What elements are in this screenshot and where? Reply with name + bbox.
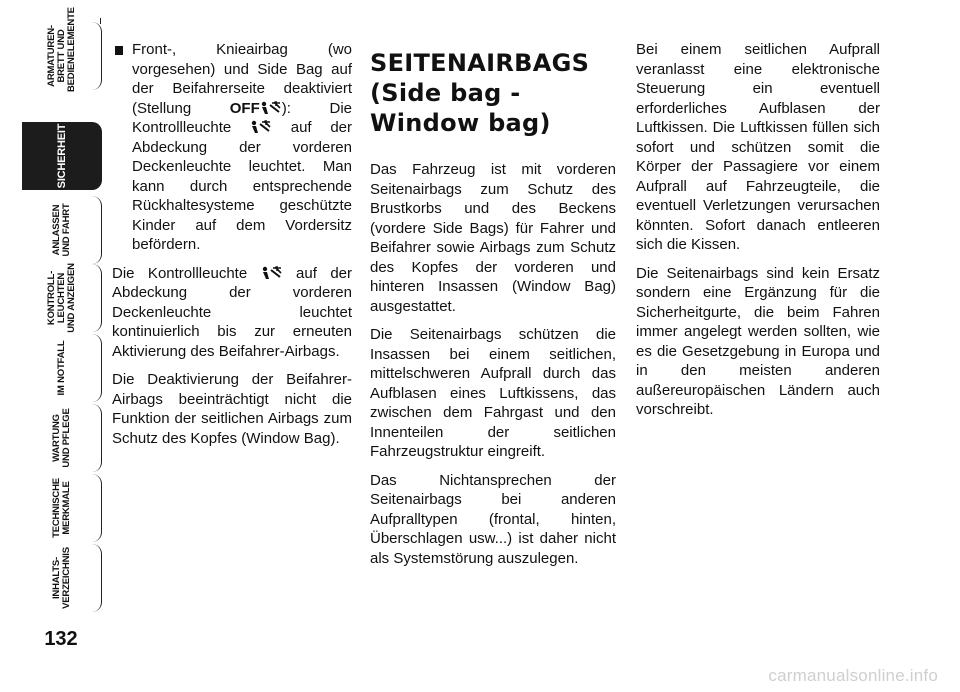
tab-wartung[interactable] [22,404,102,472]
watermark: carmanualsonline.info [768,666,938,685]
paragraph: Bei einem seitlichen Aufprall veranlasst eine elektronische Steuerung ein eventuell erforderliches Aufblasen der Luftkissen. Die Luftkissen füllen sich sofort und schützen somit die Körper der Passagiere vor einem Aufprall auf Fahrzeugteile, die eventuell Verletzungen verursachen könnten. Sofort danach entleeren sich die Kissen. [636,41,880,253]
list-item [112,40,352,255]
airbag-off-icon [261,266,283,280]
section-heading [370,48,616,138]
tab-label: INHALTS- VERZEICHNIS [50,547,72,609]
tab-im-notfall[interactable] [22,334,102,402]
off-label: OFF [229,99,260,117]
tab-armaturenbrett[interactable] [22,7,102,92]
tab-anlassen[interactable] [22,196,102,264]
heading-line: SEITENAIRBAGS [370,49,590,77]
tab-label: ANLASSEN UND FAHRT [50,203,72,257]
tab-label: TECHNISCHE MERKMALE [50,478,72,538]
airbag-off-icon [260,101,282,115]
right-column [636,40,880,429]
tab-sicherheit[interactable] [22,122,102,190]
bullet-text: auf der Abdeckung der vorderen Deckenleuchte leuchtet. Man kann durch entsprechende Rückhaltesysteme geschützte Kinder auf dem Vordersitz befördern. [132,119,352,253]
paragraph [112,264,352,362]
bullet-text: ): Die Kontrollleuchte [132,99,352,136]
tab-kontrollleuchten[interactable] [22,264,102,332]
tab-label: SICHERHEIT [55,123,68,189]
heading-line: (Side bag - [370,79,521,107]
page-number: 132 [44,628,78,650]
heading-line: Window bag) [370,109,551,137]
middle-column [370,40,616,577]
paragraph: Die Deaktivierung der Beifahrer-Airbags beeinträchtigt nicht die Funktion der seitlichen Airbags zum Schutz des Kopfes (Window Bag). [112,371,352,447]
tab-label: IM NOTFALL [55,340,67,396]
tab-label: WARTUNG UND PFLEGE [50,408,72,468]
tab-label: KONTROLL- LEUCHTEN UND ANZEIGEN [45,263,77,333]
left-column [112,40,352,457]
chapter-sidebar [0,0,100,692]
paragraph-text: Die Kontrollleuchte [112,264,261,282]
tab-label: ARMATUREN- BRETT UND BEDIENELEMENTE [45,7,77,92]
paragraph: Das Fahrzeug ist mit vorderen Seitenairbags zum Schutz des Brustkorbs und des Beckens (vordere Side Bags) für Fahrer und Beifahrer sowie Airbags zum Schutz des Kopfes der vorderen und hinteren Insassen (Window Bag) ausgestattet. [370,161,616,315]
bullet-text: Front-, Knieairbag (wo vorgesehen) und Side Bag auf der Beifahrerseite deaktiviert (Stellung [132,41,352,117]
bullet-square-icon [114,45,123,55]
tab-inhaltsverzeichnis[interactable] [22,544,102,612]
paragraph: Die Seitenairbags sind kein Ersatz sondern eine Ergänzung für die Sicherheitgurte, die beim Fahren immer angelegt werden sollten, wie es die Gesetzgebung in Europa und in den meisten anderen außereuropäischen Ländern auch vorschreibt. [636,264,880,418]
tab-technische-merkmale[interactable] [22,474,102,542]
paragraph-text: auf der Abdeckung der vorderen Deckenleuchte leuchtet kontinuierlich bis zur erneuten Aktivierung des Beifahrer-Airbags. [112,264,352,360]
paragraph: Das Nichtansprechen der Seitenairbags bei anderen Aufpralltypen (frontal, hinten, Überschlagen usw...) ist daher nicht als Systemstörung auszulegen. [370,471,616,567]
sidebar-divider [100,18,101,24]
paragraph: Die Seitenairbags schützen die Insassen bei einem seitlichen, mittelschweren Aufprall durch das Aufblasen eines Luftkissens, das zwischen dem Fahrgast und den Innenteilen der seitlichen Fahrzeugstruktur eingreift. [370,326,616,460]
airbag-off-icon [250,120,272,134]
